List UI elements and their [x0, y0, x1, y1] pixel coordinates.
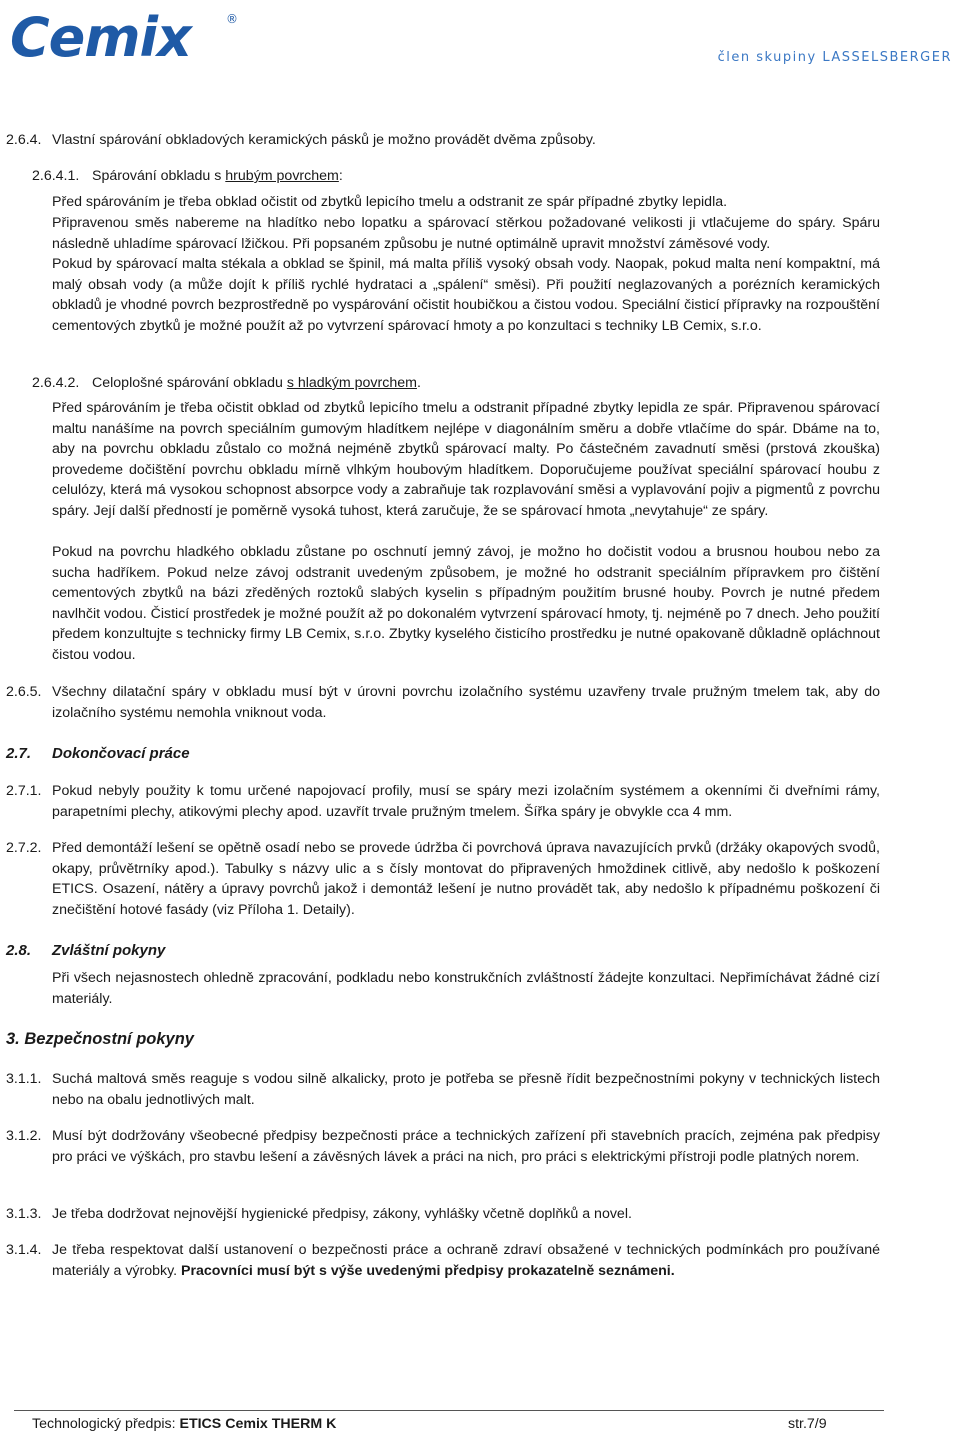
paragraph: Musí být dodržovány všeobecné předpisy bezpečnosti práce a technických zařízení při stavebních pracích, zejména pak předpisy pro práci ve výškách, pro stavbu lešení a závěsných lávek a práci na nich, pro práci s elektrickými přístroji podle platných norem. [52, 1128, 880, 1165]
group-membership-text: člen skupiny LASSELSBERGER [717, 50, 952, 65]
paragraph: Před spárováním je třeba očistit obklad od zbytků lepicího tmelu a odstranit případné zbytky lepidla ze spár. Připravenou spárovací maltu nanášíme na povrch speciálním gumovým hladítkem nejlépe v diagonálním směru a dobře vtlačíme do spár. Dbáme na to, aby na povrchu obkladu zůstalo co možná nejméně zbytků spárovací malty. Po částečném zavadnutí směsi (prstová zkouška) provedeme dočištění povrchu obkladu mírně vlhkým houbovým hladítkem. Doporučujeme používat speciální spárovací houbu z celulózy, která má vysokou schopnost absorpce vody a zabraňuje tak rozplavování směsi a vyplavování pojiv a pigmentů z povrchu spáry. Její další předností je poměrně vysoká tuhost, která zaručuje, že se spárovací hmota „nevytahuje“ ze spáry. [52, 400, 880, 519]
section-number: 2.7. [6, 745, 32, 762]
paragraph: Suchá maltová směs reaguje s vodou silně alkalicky, proto je potřeba se přesně řídit bezpečnostními pokyny v technických listech nebo na obalu jednotlivých malt. [52, 1071, 880, 1108]
section-number: 2.7.2. [6, 840, 42, 856]
footer-page-number: str.7/9 [788, 1416, 827, 1432]
section-number: 2.7.1. [6, 783, 42, 799]
section-number: 2.8. [6, 942, 32, 959]
section-heading: Zvláštní pokyny [52, 942, 166, 959]
section-number: 3.1.1. [6, 1071, 42, 1087]
section-text: Vlastní spárování obkladových keramických pásků je možno provádět dvěma způsoby. [52, 132, 596, 148]
paragraph: Je třeba dodržovat nejnovější hygienické předpisy, zákony, vyhlášky včetně doplňků a novel. [52, 1206, 632, 1222]
paragraph: Před demontáží lešení se opětně osadí nebo se provede údržba či povrchová úprava navazujících prvků (držáky okapových svodů, okapy, průvětrníky apod.). Tabulky s názvy ulic a s čísly montovat do připravených hmoždinek citlivě, aby nedošlo k poškození ETICS. Osazení, nátěry a úpravy povrchů jakož i demontáž lešení je nutno provádět tak, aby nedošlo k případnému poškození či znečištění hotové fasády (viz Příloha 1. Detaily). [52, 840, 880, 918]
paragraph: Při všech nejasnostech ohledně zpracování, podkladu nebo konstrukčních zvláštností žádejte konzultaci. Nepřimíchávat žádné cizí materiály. [52, 970, 880, 1007]
footer-divider [14, 1410, 884, 1411]
section-title: Celoplošné spárování obkladu s hladkým povrchem. [92, 375, 421, 391]
paragraph: Všechny dilatační spáry v obkladu musí být v úrovni povrchu izolačního systému uzavřeny trvale pružným tmelem tak, aby do izolačního systému nemohla vniknout voda. [52, 684, 880, 721]
section-number: 2.6.5. [6, 684, 42, 700]
section-title: Spárování obkladu s hrubým povrchem: [92, 168, 343, 184]
section-number: 2.6.4.1. [32, 168, 80, 184]
section-number: 3.1.4. [6, 1242, 42, 1258]
chapter-heading: 3. Bezpečnostní pokyny [6, 1030, 194, 1048]
paragraph: Pokud na povrchu hladkého obkladu zůstane po oschnutí jemný závoj, je možno ho dočistit vodou a brusnou houbou nebo za sucha hadříkem. Pokud nelze závoj odstranit uvedeným způsobem, je možné ho odstranit speciálním přípravkem pro čištění cementových zbytků na bázi zředěných roztoků slabých kyselin s případným použitím brusné houby. Povrch je nutné předem navlhčit vodou. Čisticí prostředek je možné použít až po dokonalém vytvrzení spárovací hmoty, tj. nejméně po 7 dnech. Jeho použití předem konzultujte s technicky firmy LB Cemix, s.r.o. Zbytky kyselého čisticího prostředku je nutné opakovaně důkladně opláchnout čistou vodou. [52, 544, 880, 663]
section-heading: Dokončovací práce [52, 745, 190, 762]
cemix-logo: Cemix [10, 6, 191, 69]
section-number: 3.1.2. [6, 1128, 42, 1144]
footer-document-title: Technologický předpis: ETICS Cemix THERM K [32, 1416, 337, 1432]
paragraph: Pokud by spárovací malta stékala a obklad se špinil, má malta příliš vysoký obsah vody. Naopak, pokud malta není kompaktní, má malý obsah vody (a může dojít k příliš rychlé hydrataci a „spálení“ směsi). Při použití neglazovaných a porézních keramických obkladů je vhodné povrch bezprostředně po vyspárování očistit houbičkou a čistou vodou. Speciální čisticí přípravky na rozpouštění cementových zbytků je možné použít až po vytvrzení spárovací hmoty a po konzultaci s techniky LB Cemix, s.r.o. [52, 256, 880, 334]
section-number: 3.1.3. [6, 1206, 42, 1222]
paragraph: Je třeba respektovat další ustanovení o bezpečnosti práce a ochraně zdraví obsažené v technických podmínkách pro používané materiály a výrobky. Pracovníci musí být s výše uvedenými předpisy prokazatelně seznámeni. [52, 1242, 880, 1279]
registered-mark: ® [226, 12, 238, 26]
paragraph: Před spárováním je třeba obklad očistit od zbytků lepicího tmelu a odstranit ze spár případné zbytky lepidla. [52, 194, 728, 210]
paragraph: Pokud nebyly použity k tomu určené napojovací profily, musí se spáry mezi izolačním systémem a okenními či dveřními rámy, parapetními plechy, atikovými plechy apod. uzavřít trvale pružným tmelem. Šířka spáry je obvykle cca 4 mm. [52, 783, 880, 820]
section-number: 2.6.4. [6, 132, 42, 148]
section-number: 2.6.4.2. [32, 375, 80, 391]
paragraph: Připravenou směs nabereme na hladítko nebo lopatku a spárovací stěrkou požadované velikosti ji vtlačujeme do spáry. Spáru následně uhladíme spárovací lžičkou. Při popsaném způsobu je nutné optimálně upravit množství záměsové vody. [52, 215, 880, 252]
